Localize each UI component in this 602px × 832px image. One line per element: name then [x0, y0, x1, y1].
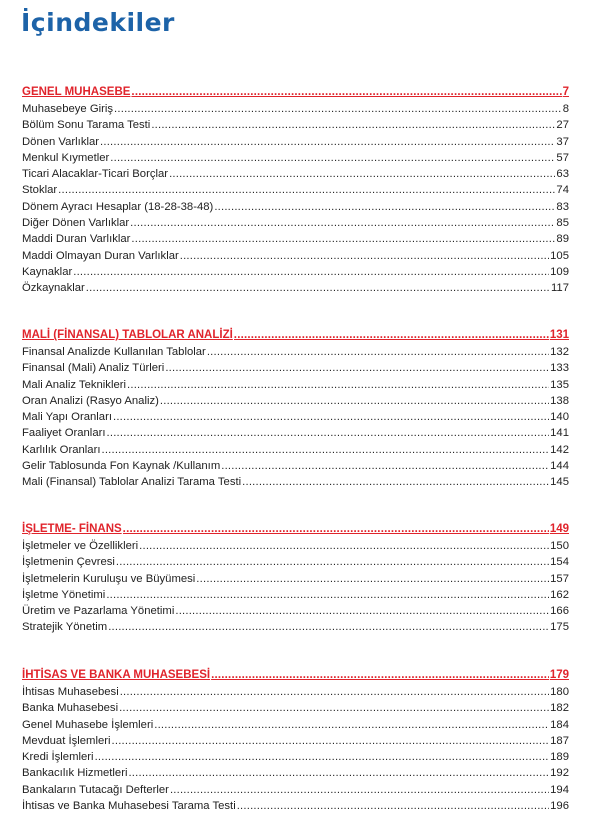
toc-page-number: 145 [550, 476, 569, 489]
toc-entry[interactable] [22, 474, 569, 490]
toc-entry[interactable] [22, 554, 569, 570]
dot-leader [107, 425, 550, 441]
dot-leader [214, 199, 555, 215]
dot-leader [131, 84, 561, 101]
toc-entry-label: Oran Analizi (Rasyo Analiz) [22, 394, 159, 407]
toc-entry[interactable] [22, 280, 569, 296]
toc-entry-label: Mali Yapı Oranları [22, 411, 112, 424]
dot-leader [123, 521, 549, 538]
dot-leader [165, 360, 549, 376]
toc-page-number: 85 [556, 217, 569, 230]
toc-page-number: 187 [550, 734, 569, 747]
dot-leader [128, 765, 549, 781]
toc-page-number: 117 [550, 282, 569, 295]
dot-leader [180, 248, 549, 264]
toc-entry-label: İhtisas Muhasebesi [22, 686, 119, 698]
dot-leader [151, 117, 555, 133]
toc-entry-label: İhtisas ve Banka Muhasebesi Tarama Testi [22, 800, 236, 813]
toc-page-number: 194 [550, 783, 569, 796]
toc-entry-label: İşletmeler ve Özellikleri [22, 540, 139, 552]
toc-page-number: 196 [550, 800, 569, 813]
toc-entry[interactable] [22, 215, 569, 231]
dot-leader [207, 344, 549, 360]
toc-page-number: 7 [562, 86, 569, 98]
toc-entry-label: GENEL MUHASEBE [22, 86, 131, 98]
toc-page-number: 157 [550, 572, 569, 585]
toc-page-number: 154 [550, 556, 569, 569]
toc-page-number: 138 [550, 394, 569, 407]
toc-page-number: 189 [550, 751, 569, 764]
toc-page-number: 63 [556, 168, 569, 181]
toc-page-number: 105 [550, 249, 569, 262]
toc-entry-label: Menkul Kıymetler [22, 151, 110, 164]
dot-leader [112, 733, 550, 749]
toc-page-number: 180 [550, 686, 569, 698]
toc-entry-label: Gelir Tablosunda Fon Kaynak /Kullanım [22, 460, 221, 473]
toc-entry-label: Kaynaklar [22, 265, 73, 278]
toc-page-number: 162 [550, 588, 569, 601]
toc-section-isletme-finans [22, 521, 569, 636]
dot-leader [160, 393, 549, 409]
toc-page-number: 133 [550, 362, 569, 375]
dot-leader [114, 101, 562, 117]
toc-entry[interactable] [22, 344, 569, 360]
toc-entry[interactable] [22, 717, 569, 733]
toc-entry[interactable] [22, 749, 569, 765]
dot-leader [73, 264, 549, 280]
toc-page-number: 27 [556, 119, 569, 132]
dot-leader [116, 554, 549, 570]
dot-leader [113, 409, 549, 425]
toc-entry-label: Stoklar [22, 184, 58, 197]
toc-entry-label: Maddi Duran Varlıklar [22, 233, 131, 246]
toc-entry-label: Dönen Varlıklar [22, 135, 100, 148]
dot-leader [221, 458, 549, 474]
toc-section-heading[interactable] [22, 667, 569, 684]
toc-entry[interactable] [22, 248, 569, 264]
toc-page-number: 142 [550, 443, 569, 456]
toc-page-number: 144 [550, 460, 569, 473]
dot-leader [139, 538, 549, 554]
dot-leader [237, 798, 549, 814]
toc-entry[interactable] [22, 798, 569, 814]
toc-page-number: 132 [550, 346, 569, 358]
toc-section-heading[interactable] [22, 521, 569, 538]
toc-section-genel-muhasebe [22, 84, 569, 297]
dot-leader [108, 619, 549, 635]
toc-entry[interactable] [22, 619, 569, 635]
toc-entry[interactable] [22, 425, 569, 441]
toc-entry-label: Karlılık Oranları [22, 443, 101, 456]
toc-entry[interactable] [22, 587, 569, 603]
toc-entry[interactable] [22, 442, 569, 458]
toc-page-number: 182 [550, 702, 569, 715]
dot-leader [106, 587, 549, 603]
toc-page-number: 140 [550, 411, 569, 424]
toc-entry-label: Mali Analiz Teknikleri [22, 378, 127, 391]
dot-leader [130, 215, 555, 231]
toc-entry-label: Mali (Finansal) Tablolar Analizi Tarama Testi [22, 476, 242, 489]
page-title: İçindekiler [21, 8, 175, 37]
toc-entry[interactable] [22, 231, 569, 247]
toc-entry[interactable] [22, 684, 569, 700]
toc-entry-label: Üretim ve Pazarlama Yönetimi [22, 605, 175, 618]
toc-entry-label: Özkaynaklar [22, 282, 85, 295]
toc-entry-label: Banka Muhasebesi [22, 702, 119, 715]
dot-leader [86, 280, 550, 296]
dot-leader [101, 442, 549, 458]
toc-entry-label: İHTİSAS VE BANKA MUHASEBESİ [22, 669, 211, 681]
toc-entry-label: İşletmenin Çevresi [22, 556, 115, 569]
toc-section-mali-tablolar-analizi [22, 327, 569, 491]
dot-leader [120, 684, 549, 700]
toc-page-number: 179 [549, 669, 569, 681]
toc-entry-label: Ticari Alacaklar-Ticari Borçlar [22, 168, 169, 181]
toc-entry[interactable] [22, 700, 569, 716]
toc-entry[interactable] [22, 182, 569, 198]
toc-entry-label: MALİ (FİNANSAL) TABLOLAR ANALİZİ [22, 329, 233, 341]
toc-entry-label: İşletmelerin Kuruluşu ve Büyümesi [22, 572, 196, 585]
toc-entry-label: Dönem Ayracı Hesaplar (18-28-38-48) [22, 200, 214, 213]
toc-section-ihtisas-banka-muhasebesi [22, 667, 569, 814]
toc-page-number: 184 [550, 718, 569, 731]
dot-leader [211, 667, 549, 684]
toc-entry[interactable] [22, 264, 569, 280]
toc-entry-label: Muhasebeye Giriş [22, 103, 114, 115]
dot-leader [127, 377, 549, 393]
dot-leader [170, 782, 549, 798]
toc-entry-label: İşletme Yönetimi [22, 588, 106, 601]
toc-entry-label: Kredi İşlemleri [22, 751, 94, 764]
toc-entry[interactable] [22, 765, 569, 781]
toc-entry[interactable] [22, 782, 569, 798]
toc-page-number: 57 [556, 151, 569, 164]
toc-entry-label: Bankacılık Hizmetleri [22, 767, 128, 780]
toc-page-number: 150 [550, 540, 569, 552]
toc-section-heading[interactable] [22, 84, 569, 101]
dot-leader [175, 603, 549, 619]
dot-leader [242, 474, 549, 490]
toc-entry-label: Finansal Analizde Kullanılan Tablolar [22, 346, 206, 358]
toc-entry[interactable] [22, 603, 569, 619]
toc-page-number: 141 [550, 427, 569, 440]
toc-page-number: 83 [556, 200, 569, 213]
toc-page-number: 166 [550, 605, 569, 618]
toc-page-number: 192 [550, 767, 569, 780]
toc-entry[interactable] [22, 458, 569, 474]
dot-leader [110, 150, 555, 166]
toc-entry-label: Stratejik Yönetim [22, 621, 108, 634]
toc-entry-label: Finansal (Mali) Analiz Türleri [22, 362, 165, 375]
toc-entry[interactable] [22, 101, 569, 117]
toc-entry[interactable] [22, 199, 569, 215]
toc-entry-label: Maddi Olmayan Duran Varlıklar [22, 249, 179, 262]
toc-page-number: 109 [550, 265, 569, 278]
toc-entry[interactable] [22, 117, 569, 133]
toc-entry[interactable] [22, 733, 569, 749]
dot-leader [119, 700, 549, 716]
toc-page-number: 37 [556, 135, 569, 148]
toc-entry-label: Diğer Dönen Varlıklar [22, 217, 130, 230]
toc-entry[interactable] [22, 377, 569, 393]
toc-entry[interactable] [22, 393, 569, 409]
toc-entry-label: Genel Muhasebe İşlemleri [22, 718, 154, 731]
toc-entry[interactable] [22, 409, 569, 425]
toc-page-number: 74 [556, 184, 569, 197]
toc-entry-label: Bölüm Sonu Tarama Testi [22, 119, 151, 132]
toc-section-heading[interactable] [22, 327, 569, 344]
dot-leader [196, 571, 549, 587]
toc-page-number: 175 [550, 621, 569, 634]
toc-entry-label: Faaliyet Oranları [22, 427, 106, 440]
toc-entry[interactable] [22, 538, 569, 554]
dot-leader [95, 749, 550, 765]
toc-entry[interactable] [22, 134, 569, 150]
toc-entry-label: Mevduat İşlemleri [22, 734, 111, 747]
toc-page-number: 135 [550, 378, 569, 391]
dot-leader [100, 134, 555, 150]
dot-leader [234, 327, 549, 344]
toc-page-number: 89 [556, 233, 569, 246]
dot-leader [154, 717, 549, 733]
toc-entry[interactable] [22, 360, 569, 376]
toc-entry[interactable] [22, 150, 569, 166]
dot-leader [58, 182, 555, 198]
toc-entry-label: Bankaların Tutacağı Defterler [22, 783, 169, 796]
toc-page-number: 8 [562, 103, 569, 115]
toc-entry[interactable] [22, 166, 569, 182]
dot-leader [169, 166, 555, 182]
toc-entry[interactable] [22, 571, 569, 587]
toc-entry-label: İŞLETME- FİNANS [22, 523, 122, 535]
dot-leader [131, 231, 555, 247]
toc-page-number: 131 [549, 329, 569, 341]
toc-page-number: 149 [549, 523, 569, 535]
